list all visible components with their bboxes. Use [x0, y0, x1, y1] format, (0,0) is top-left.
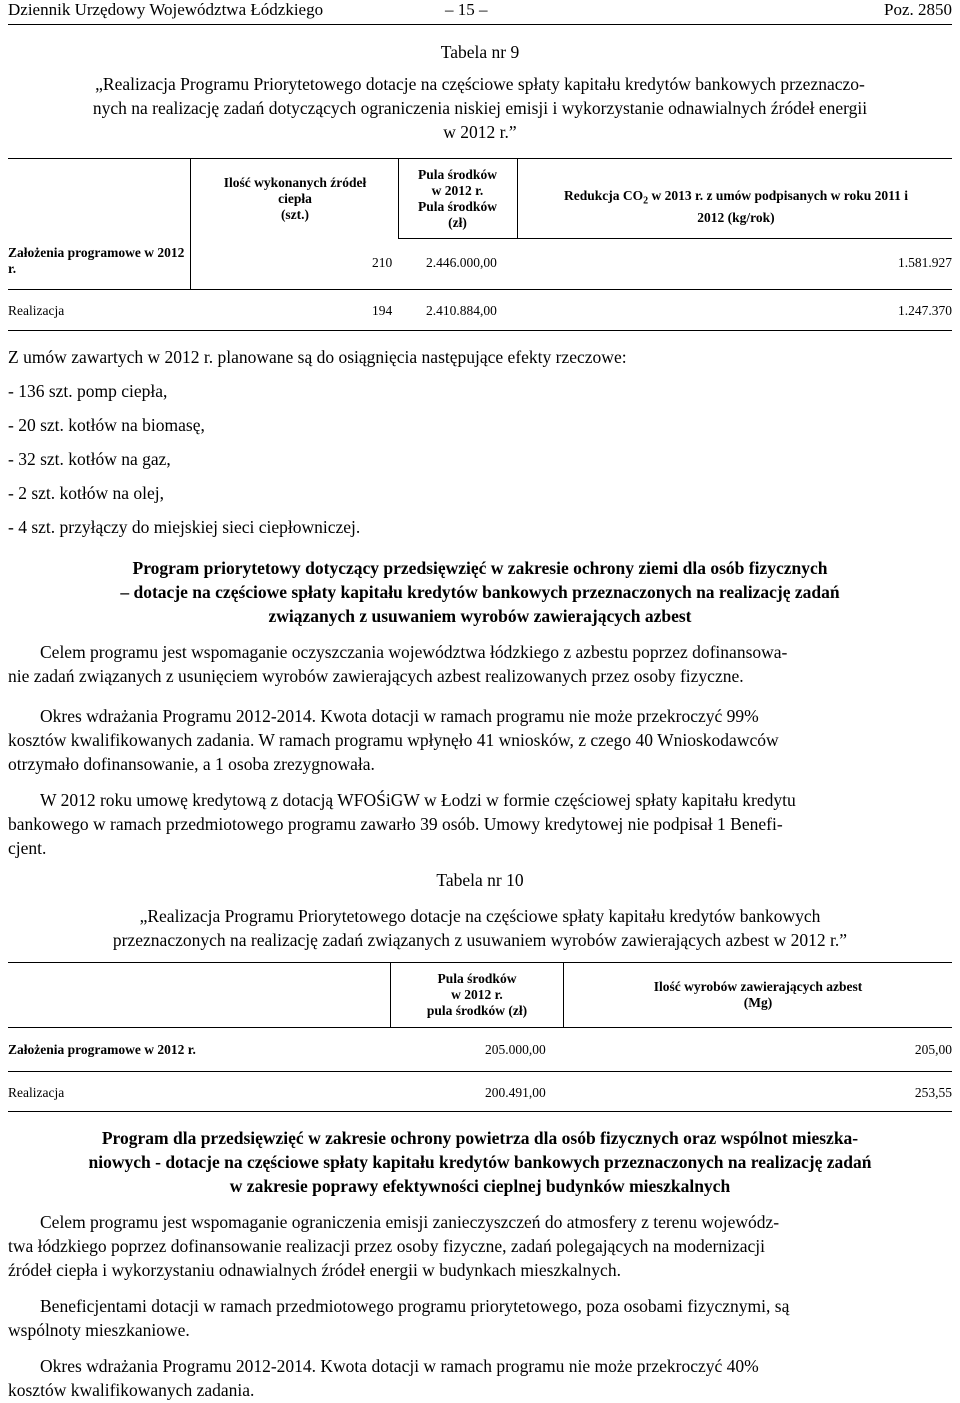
table9-cell-amount: 2.446.000,00: [426, 255, 497, 270]
table9-title: Tabela nr 9: [440, 42, 520, 62]
effects-item: - 20 szt. kotłów na biomasę,: [8, 415, 205, 435]
program-azbest-heading: Program priorytetowy dotyczący przedsięwzięć w zakresie ochrony ziemi dla osób fizycznych – dotacje na częściowe spłaty kapitału kredytów bankowych przeznaczonych na realizację zadań związanych z usuwaniem wyrobów zawierających azbest: [120, 558, 840, 626]
table10-col-mass-header: Ilość wyrobów zawierających azbest (Mg): [653, 979, 863, 1010]
program-azbest-agreements: W 2012 roku umowę kredytową z dotacją WFOŚiGW w Łodzi w formie częściowej spłaty kapitału kredytu bankowego w ramach przedmiotowego programu zawarło 39 osób. Umowy kredytowej nie podpisał 1 Benefi- cjent.: [8, 790, 796, 858]
header-divider: [8, 24, 952, 25]
program-azbest-period: Okres wdrażania Programu 2012-2014. Kwota dotacji w ramach programu nie może przekroczyć 99% kosztów kwalifikowanych zadania. W ramach programu wpłynęło 41 wniosków, z czego 40 Wnioskodawców otrzymało dofinansowanie, a 1 osoba zrezygnowała.: [8, 706, 779, 774]
table10-row-label: Realizacja: [8, 1085, 65, 1100]
table9-col-reduction-header: Redukcja $CO_2$ w 2013 r. z umów podpisanych w roku 2011 i 2012 (kg/rok): [563, 188, 909, 225]
table9-row-label: Założenia programowe w 2012 r.: [8, 245, 185, 276]
effects-item: - 136 szt. pomp ciepła,: [8, 381, 168, 401]
journal-name: Dziennik Urzędowy Województwa Łódzkiego: [8, 0, 324, 19]
table10-col-divider: [390, 962, 391, 1027]
table9-caption-line: „Realizacja Programu Priorytetowego dotacje na częściowe spłaty kapitału kredytów bankowych przeznaczo-: [95, 74, 865, 94]
table9-border-top: [8, 158, 952, 159]
table9-col-divider: [190, 158, 191, 289]
table10-header-divider: [8, 1027, 952, 1028]
table10-border-bottom: [8, 1111, 952, 1112]
table10-row-label: Założenia programowe w 2012 r.: [8, 1042, 196, 1057]
effects-item: - 4 szt. przyłączy do miejskiej sieci ciepłowniczej.: [8, 517, 361, 537]
table9-row-divider: [8, 289, 952, 290]
table9-header-divider: [398, 238, 952, 239]
table9-border-bottom: [8, 330, 952, 331]
program-powietrze-period: Okres wdrażania Programu 2012-2014. Kwota dotacji w ramach programu nie może przekroczyć 40% kosztów kwalifikowanych zadania.: [8, 1356, 759, 1400]
table10-cell-mass: 205,00: [914, 1042, 952, 1057]
page-number: – 15 –: [445, 0, 488, 19]
effects-list: [8, 379, 360, 549]
program-powietrze-beneficiaries: Beneficjentami dotacji w ramach przedmiotowego programu priorytetowego, poza osobami fizycznymi, są wspólnoty mieszkaniowe.: [8, 1296, 790, 1340]
table10-row-divider: [8, 1071, 952, 1072]
table10-title: Tabela nr 10: [436, 870, 524, 890]
position-number: Poz. 2850: [884, 0, 952, 19]
program-powietrze-heading: Program dla przedsięwzięć w zakresie ochrony powietrza dla osób fizycznych oraz wspólnot mieszka- niowych - dotacje na częściowe spłaty kapitału kredytów bankowych przeznaczonych na realizację zadań w zakresie poprawy efektywności cieplnej budynków mieszkalnych: [88, 1128, 872, 1196]
table9-cell-reduction: 1.247.370: [898, 303, 952, 318]
table9-cell-count: 210: [372, 255, 393, 270]
table9-cell-reduction: 1.581.927: [898, 255, 952, 270]
table9-col-divider: [517, 158, 518, 238]
table9-col-amount-header: Pula środków w 2012 r. Pula środków (zł): [418, 167, 497, 230]
table9-col-divider: [398, 158, 399, 238]
table10-caption: „Realizacja Programu Priorytetowego dotacje na częściowe spłaty kapitału kredytów bankowych przeznaczonych na realizację zadań związanych z usuwaniem wyrobów zawierających azbest w 2012 r.”: [112, 906, 848, 950]
table10-col-amount-header: Pula środków w 2012 r. pula środków (zł): [426, 971, 528, 1018]
page-header: [8, 0, 952, 24]
table9-caption-line: nych na realizację zadań dotyczących ograniczenia niskiej emisji i wykorzystanie odnawialnych źródeł energii: [92, 98, 868, 118]
table9-caption: [8, 72, 952, 144]
table10-border-top: [8, 962, 952, 963]
table9-row-label: Realizacja: [8, 303, 65, 318]
effects-item: - 32 szt. kotłów na gaz,: [8, 449, 171, 469]
table10-cell-mass: 253,55: [914, 1085, 952, 1100]
table10-cell-amount: 200.491,00: [485, 1085, 546, 1100]
effects-item: - 2 szt. kotłów na olej,: [8, 483, 165, 503]
table10-col-divider: [563, 962, 564, 1027]
table9-col-count-header: Ilość wykonanych źródeł ciepła (szt.): [223, 175, 367, 222]
program-azbest-goal: Celem programu jest wspomaganie oczyszczania województwa łódzkiego z azbestu poprzez dofinansowa- nie zadań związanych z usunięciem wyrobów zawierających azbest realizowanych przez osoby fizyczne.: [8, 642, 788, 686]
effects-intro: Z umów zawartych w 2012 r. planowane są do osiągnięcia następujące efekty rzeczowe:: [8, 347, 627, 367]
table9-caption-line: w 2012 r.”: [443, 122, 517, 142]
table9-cell-count: 194: [372, 303, 393, 318]
table10-cell-amount: 205.000,00: [485, 1042, 546, 1057]
program-powietrze-goal: Celem programu jest wspomaganie ograniczenia emisji zanieczyszczeń do atmosfery z terenu wojewódz- twa łódzkiego poprzez dofinansowanie realizacji przez osoby fizyczne, zadań polegających na modernizacji źródeł ciepła i wykorzystaniu odnawialnych źródeł energii w budynkach mieszkalnych.: [8, 1212, 780, 1280]
table9-cell-amount: 2.410.884,00: [426, 303, 497, 318]
